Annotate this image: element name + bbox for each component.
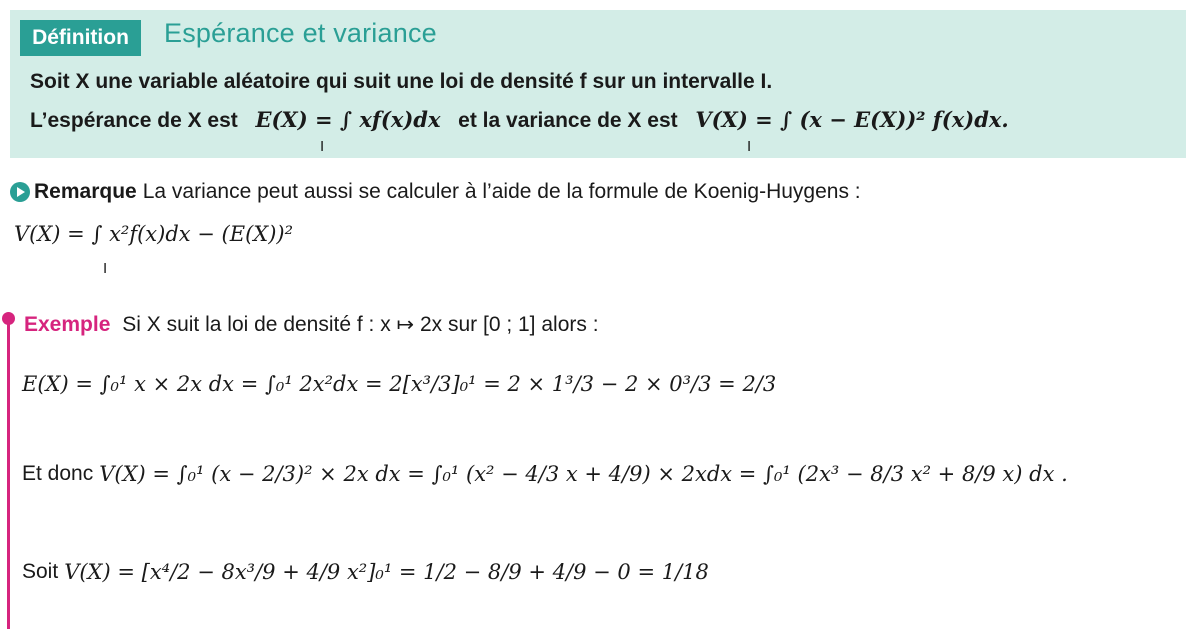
remarque-text: La variance peut aussi se calculer à l’aide de la formule de Koenig-Huygens : <box>142 180 861 203</box>
esperance-interval: I <box>320 138 325 155</box>
variance-result-row <box>22 560 709 584</box>
exemple-bar <box>7 318 10 629</box>
variance-result-intro: Soit <box>22 560 59 583</box>
variance-computation-row <box>22 462 1068 486</box>
definition-line-1: Soit X une variable aléatoire qui suit une loi de densité f sur un intervalle I. <box>30 70 773 93</box>
variance-formula: V(X) = ∫ (x − E(X))² f(x)dx. <box>695 107 1009 132</box>
esperance-intro: L’espérance de X est <box>30 109 238 132</box>
definition-label: Définition <box>20 20 141 56</box>
definition-line-2 <box>30 107 1009 133</box>
play-circle-icon <box>10 182 30 202</box>
exemple-text: Si X suit la loi de densité f : x ↦ 2x sur [0 ; 1] alors : <box>122 313 599 336</box>
esperance-computation: E(X) = ∫₀¹ x × 2x dx = ∫₀¹ 2x²dx = 2[x³/3]₀¹ = 2 × 1³/3 − 2 × 0³/3 = 2/3 <box>22 372 777 396</box>
variance-intro-2: Et donc <box>22 462 94 485</box>
koenig-huygens-formula: V(X) = ∫ x²f(x)dx − (E(X))² <box>14 222 294 246</box>
variance-intro: et la variance de X est <box>458 109 678 132</box>
definition-title: Espérance et variance <box>164 18 437 48</box>
variance-computation: V(X) = ∫₀¹ (x − 2/3)² × 2x dx = ∫₀¹ (x² − 4/3 x + 4/9) × 2xdx = ∫₀¹ (2x³ − 8/3 x² + 8/9 x) dx . <box>99 462 1068 486</box>
koenig-huygens-interval: I <box>103 260 108 277</box>
exemple-label: Exemple <box>24 313 111 336</box>
definition-box <box>10 10 1186 158</box>
remarque-line <box>10 180 861 204</box>
variance-interval: I <box>747 138 752 155</box>
esperance-formula: E(X) = ∫ xf(x)dx <box>255 107 441 132</box>
exemple-line <box>24 312 599 337</box>
variance-result: V(X) = [x⁴/2 − 8x³/9 + 4/9 x²]₀¹ = 1/2 − 8/9 + 4/9 − 0 = 1/18 <box>64 560 709 584</box>
remarque-label: Remarque <box>34 180 137 203</box>
